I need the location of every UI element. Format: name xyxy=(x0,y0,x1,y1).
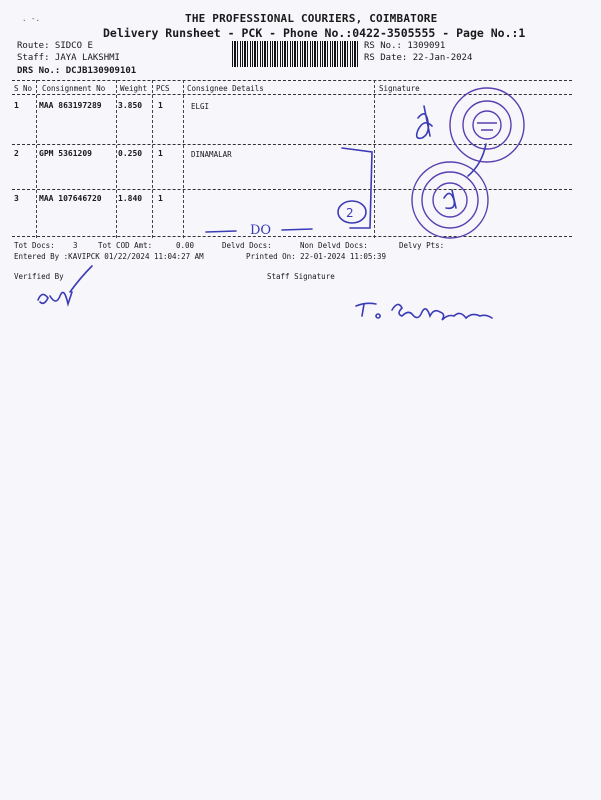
rs-date: RS Date: 22-Jan-2024 xyxy=(364,53,473,63)
rs-number: RS No.: 1309091 xyxy=(364,41,446,51)
row1-signature xyxy=(417,106,432,138)
tot-docs-label: Tot Docs: xyxy=(14,241,55,250)
dinamalar-stamp xyxy=(412,162,488,238)
route-label: Route: SIDCO E xyxy=(17,41,93,51)
table-row-consignment: MAA 863197289 xyxy=(39,101,102,110)
row3-circle-number: 2 xyxy=(346,206,354,220)
delvd-docs-label: Delvd Docs: xyxy=(222,241,272,250)
col-header-weight: Weight xyxy=(120,84,148,93)
table-row-consignment: GPM 5361209 xyxy=(39,149,92,158)
col-header-consignment: Consignment No xyxy=(42,84,106,93)
row3-ditto-text: DO xyxy=(250,223,272,238)
table-row-sno: 3 xyxy=(14,194,19,203)
table-row-consignee: ELGI xyxy=(191,102,210,111)
table-row-weight: 3.850 xyxy=(118,101,143,110)
table-row-pcs: 1 xyxy=(158,149,163,158)
elgi-stamp xyxy=(450,88,524,162)
verified-by-signature xyxy=(38,266,92,304)
non-delvd-docs-label: Non Delvd Docs: xyxy=(300,241,368,250)
staff-signature xyxy=(356,303,492,320)
entered-by: Entered By :KAVIPCK 01/22/2024 11:04:27 AM xyxy=(14,252,204,261)
delvy-pts-label: Delvy Pts: xyxy=(399,241,445,250)
table-row-sno: 2 xyxy=(14,149,19,158)
corner-marks: . -. xyxy=(22,14,41,23)
table-row-weight: 0.250 xyxy=(118,149,143,158)
staff-signature-label: Staff Signature xyxy=(267,272,335,281)
printed-on: Printed On: 22-01-2024 11:05:39 xyxy=(246,252,386,261)
table-row-weight: 1.840 xyxy=(118,194,143,203)
table-row-consignment: MAA 107646720 xyxy=(39,194,102,203)
tot-docs-value: 3 xyxy=(73,241,78,250)
col-header-consignee: Consignee Details xyxy=(187,84,264,93)
table-row-pcs: 1 xyxy=(158,194,163,203)
tot-cod-value: 0.00 xyxy=(176,241,195,250)
table-row-pcs: 1 xyxy=(158,101,163,110)
col-header-signature: Signature xyxy=(379,84,420,93)
staff-label: Staff: JAYA LAKSHMI xyxy=(17,53,120,63)
company-title: THE PROFESSIONAL COURIERS, COIMBATORE xyxy=(185,12,438,25)
col-header-sno: S No xyxy=(14,84,33,93)
tot-cod-label: Tot COD Amt: xyxy=(98,241,153,250)
drs-number: DRS No.: DCJB130909101 xyxy=(17,66,137,76)
table-row-sno: 1 xyxy=(14,101,19,110)
table-row-consignee: DINAMALAR xyxy=(191,150,232,159)
runsheet-subtitle: Delivery Runsheet - PCK - Phone No.:0422-3505555 - Page No.:1 xyxy=(103,26,526,40)
verified-by-label: Verified By xyxy=(14,272,64,281)
col-header-pcs: PCS xyxy=(156,84,170,93)
